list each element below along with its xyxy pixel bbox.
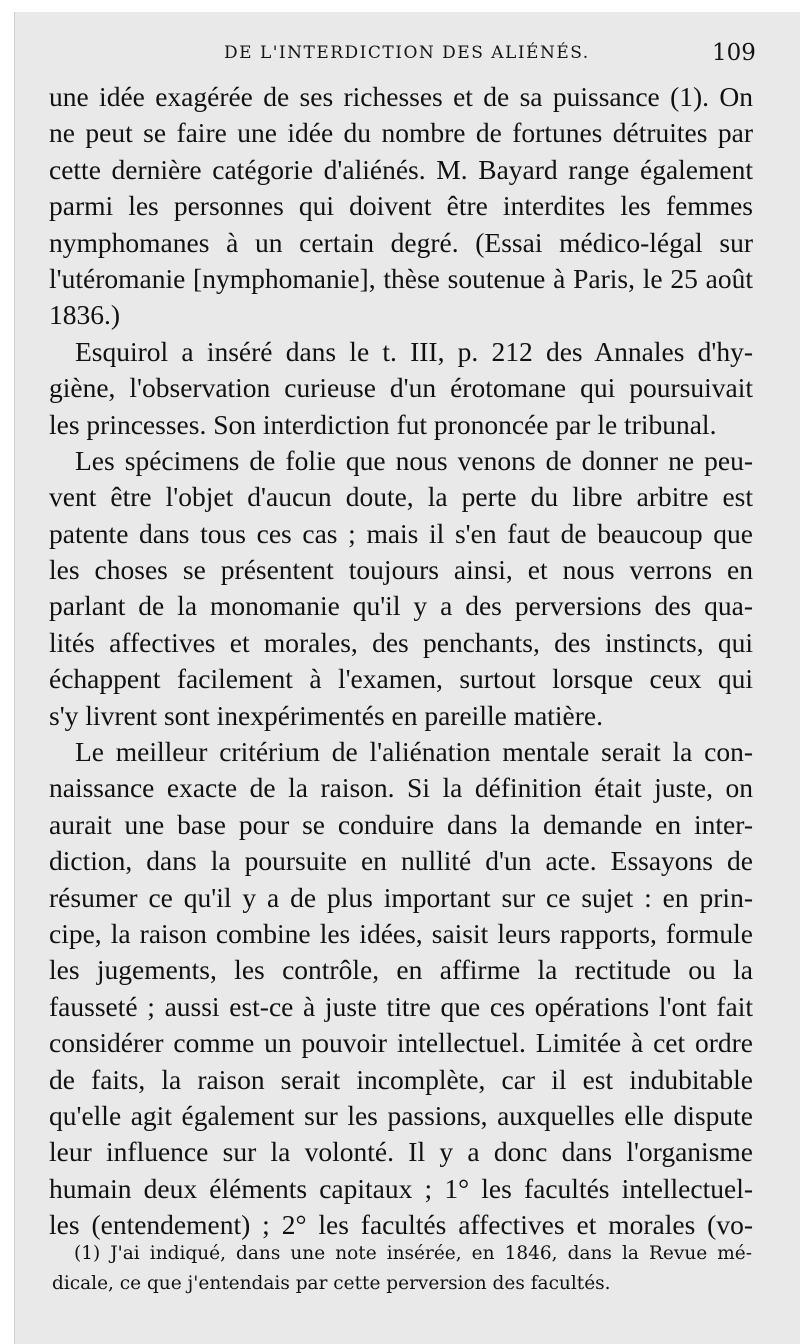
text-line: s'y livrent sont inexpérimentés en pareille matière. [49,699,604,731]
text-line: fausseté ; aussi est-ce à juste titre que ces opérations l'ont fait [49,990,753,1022]
text-line: parlant de la monomanie qu'il y a des perversions des qua- [49,590,753,622]
text-line: échappent facilement à l'examen, surtout lorsque ceux qui [49,663,753,695]
text-line: qu'elle agit également sur les passions, auxquelles elle dispute [49,1099,753,1131]
text-line: de faits, la raison serait incomplète, car il est indubitable [49,1063,753,1095]
text-line: lités affectives et morales, des penchants, des instincts, qui [49,626,753,658]
text-line: nymphomanes à un certain degré. (Essai médico-légal sur [49,226,753,258]
running-header [0,40,800,73]
body-text [49,79,753,1244]
text-line: 1836.) [49,299,121,331]
text-line: résumer ce qu'il y a de plus important sur ce sujet : en prin- [49,881,753,913]
text-line: les jugements, les contrôle, en affirme la rectitude ou la [49,954,753,986]
text-line: patente dans tous ces cas ; mais il s'en faut de beaucoup que [49,517,753,549]
text-line: ne peut se faire une idée du nombre de fortunes détruites par [49,117,753,149]
text-line: les princesses. Son interdiction fut prononcée par le tribunal. [49,408,717,440]
text-line: cipe, la raison combine les idées, saisit leurs rapports, formule [49,917,753,949]
text-line: cette dernière catégorie d'aliénés. M. Bayard range également [49,153,753,185]
text-line: Les spécimens de folie que nous venons de donner ne peu- [75,444,753,476]
page-number: 109 [712,40,756,66]
text-line: diction, dans la poursuite en nullité d'un acte. Essayons de [49,845,753,877]
text-line: vent être l'objet d'aucun doute, la perte du libre arbitre est [49,481,753,513]
text-line: une idée exagérée de ses richesses et de sa puissance (1). On [49,81,753,112]
footnote-line: (1) J'ai indiqué, dans une note insérée, en 1846, dans la Revue mé- [74,1243,752,1264]
text-line: humain deux éléments capitaux ; 1° les facultés intellectuel- [49,1172,753,1204]
text-line: giène, l'observation curieuse d'un érotomane qui poursuivait [49,372,753,404]
text-line: Esquirol a inséré dans le t. III, p. 212 des Annales d'hy- [75,335,753,367]
text-line: aurait une base pour se conduire dans la demande en inter- [49,808,753,840]
footnote-line: dicale, ce que j'entendais par cette perversion des facultés. [52,1273,611,1294]
text-line: parmi les personnes qui doivent être interdites les femmes [49,190,753,222]
running-title: DE L'INTERDICTION DES ALIÉNÉS. [224,43,590,63]
text-line: considérer comme un pouvoir intellectuel. Limitée à cet ordre [49,1027,753,1059]
text-line: leur influence sur la volonté. Il y a donc dans l'organisme [49,1136,753,1168]
footnote [52,1239,752,1299]
text-line: l'utéromanie [nymphomanie], thèse soutenue à Paris, le 25 août [49,262,753,294]
text-line: les choses se présentent toujours ainsi, et nous verrons en [49,554,753,586]
text-line: Le meilleur critérium de l'aliénation mentale serait la con- [75,736,753,768]
text-line: naissance exacte de la raison. Si la définition était juste, on [49,772,753,804]
text-line: les (entendement) ; 2° les facultés affectives et morales (vo- [49,1209,753,1241]
